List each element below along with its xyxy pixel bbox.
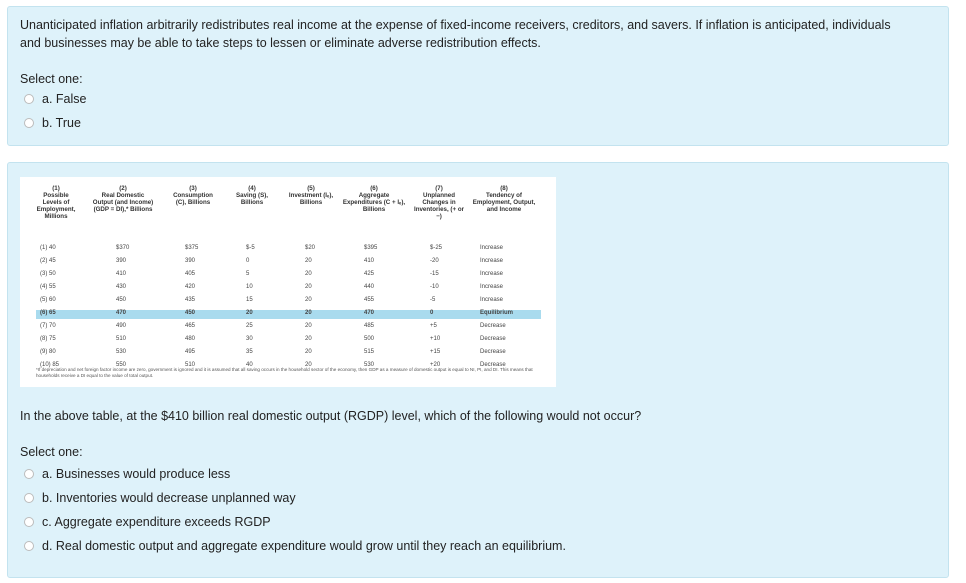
- table-cell: Increase: [480, 297, 504, 303]
- table-cell: 20: [305, 284, 312, 290]
- table-cell: -10: [430, 284, 439, 290]
- option-label: d. Real domestic output and aggregate expenditure would grow until they reach an equilibrium.: [42, 539, 566, 553]
- table-cell: 550: [116, 362, 127, 368]
- table-cell: 530: [116, 349, 127, 355]
- table-cell: Decrease: [480, 336, 506, 342]
- table-cell: +15: [430, 349, 441, 355]
- table-cell: 0: [430, 310, 434, 316]
- table-cell: $375: [185, 245, 199, 251]
- col-header-3: (3) Consumption (C), Billions: [173, 185, 213, 206]
- table-cell: Decrease: [480, 362, 506, 368]
- table-cell: 485: [364, 323, 375, 329]
- table-cell: $-25: [430, 245, 443, 251]
- radio-button[interactable]: [24, 541, 34, 551]
- table-cell: 20: [305, 336, 312, 342]
- table-cell: 20: [305, 349, 312, 355]
- question-text: In the above table, at the $410 billion real domestic output (RGDP) level, which of the following would not occur?: [20, 409, 642, 423]
- equilibrium-row-highlight: [36, 310, 541, 319]
- table-cell: (9) 80: [40, 349, 56, 355]
- table-cell: 405: [185, 271, 196, 277]
- table-cell: 15: [246, 297, 253, 303]
- col-header-4: (4) Saving (S), Billions: [236, 185, 268, 206]
- table-cell: 10: [246, 284, 253, 290]
- table-cell: $370: [116, 245, 130, 251]
- col-header-6: (6) Aggregate Expenditures (C + Iₑ), Billions: [342, 185, 406, 213]
- table-cell: +5: [430, 323, 437, 329]
- col-header-1: (1) Possible Levels of Employment, Millions: [36, 185, 76, 220]
- table-cell: -15: [430, 271, 439, 277]
- radio-button[interactable]: [24, 517, 34, 527]
- table-cell: 20: [305, 362, 312, 368]
- table-cell: 20: [305, 323, 312, 329]
- table-cell: +20: [430, 362, 441, 368]
- table-cell: 430: [116, 284, 127, 290]
- table-cell: Increase: [480, 284, 504, 290]
- table-cell: 480: [185, 336, 196, 342]
- select-one-label: Select one:: [20, 445, 83, 459]
- table-cell: -20: [430, 258, 439, 264]
- table-cell: 450: [116, 297, 127, 303]
- option-a[interactable]: [24, 465, 230, 483]
- table-cell: (6) 65: [40, 310, 56, 316]
- table-cell: 390: [116, 258, 127, 264]
- table-cell: (2) 45: [40, 258, 56, 264]
- table-cell: (3) 50: [40, 271, 56, 277]
- table-cell: 20: [305, 258, 312, 264]
- table-cell: 5: [246, 271, 250, 277]
- table-cell: 20: [305, 310, 312, 316]
- table-cell: Increase: [480, 271, 504, 277]
- table-cell: Decrease: [480, 323, 506, 329]
- col-header-5: (5) Investment (Iₑ), Billions: [288, 185, 334, 206]
- radio-button[interactable]: [24, 493, 34, 503]
- table-cell: 20: [305, 271, 312, 277]
- table-cell: $395: [364, 245, 378, 251]
- table-cell: 20: [246, 310, 253, 316]
- option-label: a. Businesses would produce less: [42, 467, 231, 481]
- table-cell: (4) 55: [40, 284, 56, 290]
- table-cell: (10) 85: [40, 362, 60, 368]
- table-cell: 440: [364, 284, 375, 290]
- table-cell: 500: [364, 336, 375, 342]
- table-cell: 510: [185, 362, 196, 368]
- table-cell: Decrease: [480, 349, 506, 355]
- table-cell: 490: [116, 323, 127, 329]
- table-cell: 530: [364, 362, 375, 368]
- table-cell: 420: [185, 284, 196, 290]
- select-one-label: Select one:: [20, 72, 83, 86]
- table-cell: 435: [185, 297, 196, 303]
- table-cell: (8) 75: [40, 336, 56, 342]
- table-cell: (1) 40: [40, 245, 56, 251]
- option-d[interactable]: [24, 537, 566, 555]
- table-cell: 450: [185, 310, 196, 316]
- table-cell: 390: [185, 258, 196, 264]
- question-card-2: [7, 162, 949, 578]
- table-cell: (7) 70: [40, 323, 56, 329]
- table-cell: 410: [116, 271, 127, 277]
- option-true[interactable]: [24, 114, 81, 132]
- question-text: Unanticipated inflation arbitrarily redistributes real income at the expense of fixed-income receivers, creditors, and savers. If inflation is anticipated, individuals and businesses may be able to take steps to lessen or eliminate adverse redistribution effects.: [20, 18, 891, 50]
- table-cell: 470: [364, 310, 375, 316]
- option-label: a. False: [42, 92, 87, 106]
- col-header-2: (2) Real Domestic Output (and Income) (GDP = DI),* Billions: [92, 185, 154, 213]
- option-c[interactable]: [24, 513, 271, 531]
- question-card-1: [7, 6, 949, 146]
- radio-button[interactable]: [24, 94, 34, 104]
- table-footnote: *If depreciation and net foreign factor income are zero, government is ignored and it is assumed that all saving occurs in the household sector of the economy, then GDP as a measure of domestic output is equal to NI, PI, and DI. This means that households receive a DI equal to the value of total output.: [36, 367, 533, 378]
- table-cell: 410: [364, 258, 375, 264]
- table-cell: Increase: [480, 258, 504, 264]
- table-cell: 465: [185, 323, 196, 329]
- table-cell: 510: [116, 336, 127, 342]
- radio-button[interactable]: [24, 469, 34, 479]
- option-false[interactable]: [24, 90, 86, 108]
- table-cell: 515: [364, 349, 375, 355]
- table-cell: 470: [116, 310, 127, 316]
- table-cell: 455: [364, 297, 375, 303]
- table-cell: 20: [305, 297, 312, 303]
- table-cell: $-5: [246, 245, 255, 251]
- radio-button[interactable]: [24, 118, 34, 128]
- table-cell: 25: [246, 323, 253, 329]
- option-label: b. Inventories would decrease unplanned way: [42, 491, 296, 505]
- col-header-7: (7) Unplanned Changes in Inventories, (+ or −): [413, 185, 465, 220]
- table-cell: 425: [364, 271, 375, 277]
- table-cell: Equilibrium: [480, 310, 513, 316]
- table-cell: +10: [430, 336, 441, 342]
- table-cell: 35: [246, 349, 253, 355]
- table-cell: Increase: [480, 245, 504, 251]
- table-cell: 40: [246, 362, 253, 368]
- table-cell: $20: [305, 245, 316, 251]
- col-header-8: (8) Tendency of Employment, Output, and Income: [472, 185, 536, 213]
- table-cell: -5: [430, 297, 436, 303]
- option-label: c. Aggregate expenditure exceeds RGDP: [42, 515, 271, 529]
- option-b[interactable]: [24, 489, 296, 507]
- table-cell: (5) 60: [40, 297, 56, 303]
- table-cell: 30: [246, 336, 253, 342]
- table-cell: 0: [246, 258, 250, 264]
- table-cell: 495: [185, 349, 196, 355]
- option-label: b. True: [42, 116, 81, 130]
- table-image: [20, 177, 556, 387]
